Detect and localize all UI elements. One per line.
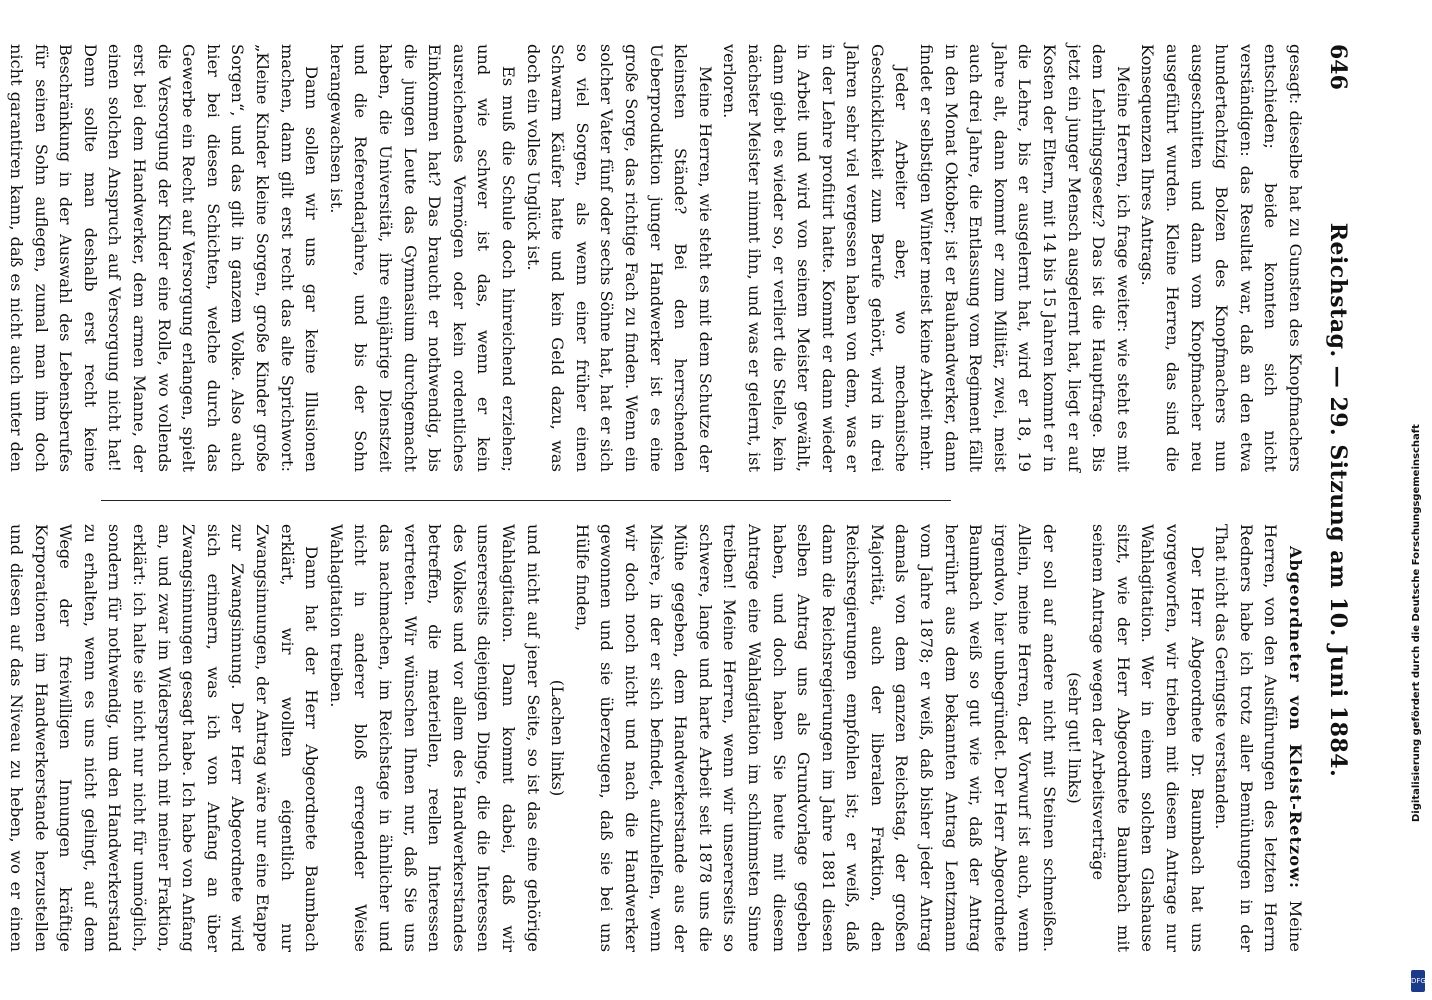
paragraph: Es muß die Schule doch hinreichend erziehen; und wie schwer ist das, wenn er kein ausreichendes Vermögen oder kein ordentliches Einkommen hat? Das braucht er nothwendig, bis die jungen Leute das Gymnasium durchgemacht haben, die Universität, ihre einjährige Dienstzeit und die Referendarjahre, und bis der Sohn herangewachsen ist. xyxy=(326,44,518,472)
paragraph: Jeder Arbeiter aber, wo mechanische Geschicklichkeit zum Berufe gehört, wird in drei Jahren sehr viel vergessen haben von dem, was er in der Lehre profitirt hatte. Kommt er dann wieder in Arbeit und wird von seinem Meister gewählt, dann giebt es wieder so, er verliert die Stelle, kein nächster Meister nimmt ihn, und was er gelernt, ist verloren. xyxy=(720,44,912,472)
paragraph: Der Herr Abgeordnete Dr. Baumbach hat uns vorgeworfen, wir trieben mit diesem Antrage nur Wahlagitation. Wer in einem solchen Glashause sitzt, wie der Herr Abgeordnete Baumbach mit seinem Antrage wegen der Arbeitsverträge xyxy=(1089,524,1207,952)
right-column xyxy=(7,524,1307,952)
column-divider xyxy=(101,500,951,501)
page-title: Reichstag. — 29. Sitzung am 10. Juni 1884. xyxy=(1325,222,1351,778)
speech-opening xyxy=(1209,524,1307,952)
paragraph: der soll auf andere nicht mit Steinen schmeißen. Allein, meine Herren, der Vorwurf ist auch, wenn irgendwo, hier unbegründet. Der Herr Abgeordnete Baumbach weiß so gut wie wir, daß der Antrag herrührt aus dem bekannten Antrag Lentzmann vom Jahre 1878; er weiß, daß bisher jeder Antrag damals von dem ganzen Reichstag, der großen Majorität, auch der liberalen Fraktion, den Reichsregierungen empfohlen ist; er weiß, daß dann die Reichsregierungen im Jahre 1881 diesen selben Antrag uns als Grundvorlage gegeben haben, und doch haben Sie heute mit diesem Antrage eine Wahlagitation im schlimmsten Sinne treiben! Meine Herren, wenn wir unsererseits so schwere, lange und harte Arbeit seit 1878 uns die Mühe gegeben, dem Handwerkerstande aus der Misère, in der er sich befindet, aufzuhelfen, wenn wir doch noch nicht und nach die Handwerker gewonnen und sie überzeugen, daß sie bei uns Hülfe finden, xyxy=(572,524,1060,952)
paragraph: gesagt: dieselbe hat zu Gunsten des Knopfmachers entschieden; beide konnten sich nicht verständigen: das Resultat war, daß an den etwa hundertachtzig Bolzen des Knopfmachers nun ausgeschnitten und dann vom Knopfmacher neu ausgeführt wurden. Kleine Herren, das sind die Konsequenzen Ihres Antrags. xyxy=(1138,44,1305,472)
reaction-note: (Lachen links) xyxy=(548,679,568,797)
reaction-note: (sehr gut! links) xyxy=(1064,672,1084,804)
dfg-logo: DFG xyxy=(1411,970,1425,992)
digitization-credit: Digitalisierung gefördert durch die Deutsche Forschungsgemeinschaft xyxy=(1411,424,1422,822)
paragraph: und nicht auf jener Seite, so ist das eine gehörige Wahlagitation. Dann kommt dabei, daß wir unsererseits diejenigen Dinge, die die Interessen des Volkes und vor allem des Handwerkerstandes betreffen, die materiellen, reellen Interessen vertreten. Wir wünschen Ihnen nur, daß Sie uns das nachmachen, im Reichstage in ähnlicher und nicht in anderer bloß erregender Weise Wahlagitation treiben. xyxy=(326,524,543,952)
paragraph: Dann sollen wir uns gar keine Illusionen machen, dann gilt erst recht das alte Sprichwort: „Kleine Kinder kleine Sorgen, große Kinder große Sorgen“, und das gilt in ganzem Volke. Also auch hier bei diesen Schichten, welche durch das Gewerbe ein Recht auf Versorgung erlangen, spielt die Versorgung der Kinder eine Rolle, wo vollends erst bei dem Handwerker, dem armen Manne, der einen solchen Anspruch auf Versorgung nicht hat! Denn sollte man deshalb erst recht keine Beschränkung in der Auswahl des Lebensberufes für seinen Sohn auflegen, zumal man ihm doch nicht garantiren kann, daß es nicht auch unter den xyxy=(7,44,322,472)
paragraph: Meine Herren, wie steht es mit dem Schutze der kleinsten Stände? Bei den herrschenden Ueberproduktion junger Handwerker ist es eine große Sorge, das richtige Fach zu finden. Wenn ein solcher Vater fünf oder sechs Söhne hat, hat er sich so viel Sorgen, als wenn einer früher einen Schwarm Käufer hatte und kein Geld dazu, was doch ein volles Unglück ist. xyxy=(523,44,715,472)
page-header xyxy=(1317,44,1351,956)
speech-text: Meine Herren, von den Ausführungen des letzten Herrn Redners habe ich trotz aller Bemühungen in der That nicht das Geringste verstanden. xyxy=(1212,524,1305,952)
speaker-label: Abgeordneter von Kleist-Retzow: xyxy=(1286,546,1305,889)
paragraph: Meine Herren, ich frage weiter: wie steht es mit dem Lehrlingsgesetz? Das ist die Hauptfrage. Bis jetzt ein junger Mensch ausgelernt hat, liegt er auf Kosten der Eltern, mit 14 bis 15 Jahren kommt er in die Lehre, bis er ausgelernt hat, wird er 18, 19 Jahre alt, dann kommt er zum Militär, zwei, meist auch drei Jahre, die Entlassung vom Regiment fällt in den Monat Oktober; ist er Bauhandwerker, dann findet er selbstigen Winter meist keine Arbeit mehr. xyxy=(917,44,1133,472)
page-number: 646 xyxy=(1325,44,1351,90)
paragraph: Dann hat der Herr Abgeordnete Baumbach erklärt, wir wollten eigentlich nur Zwangsinnungen, der Antrag wäre nur eine Etappe zur Zwangsinnung. Der Herr Abgeordnete wird sich erinnern, was ich von Anfang an über Zwangsinnungen gesagt habe. Ich habe von Anfang an, und zwar im Widerspruch mit meiner Fraktion, erklärt: ich halte sie nicht nur nicht für unmöglich, sondern für nothwendig, um den Handwerkerstand zu erhalten, wenn es uns nicht gelingt, auf dem Wege der freiwilligen Innungen kräftige Korporationen im Handwerkerstande herzustellen und diesen auf das Niveau zu heben, wo er einen xyxy=(7,524,322,952)
document-page xyxy=(7,20,1371,980)
left-column xyxy=(7,44,1307,472)
